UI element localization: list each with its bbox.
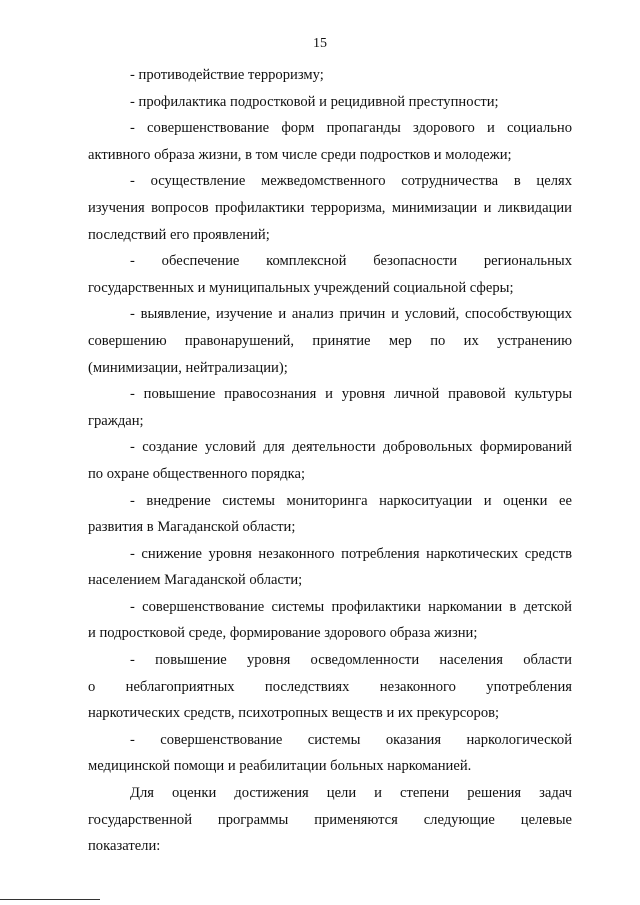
paragraph — [88, 647, 572, 727]
paragraph — [88, 488, 572, 541]
paragraph — [88, 301, 572, 381]
text-line: Для оценки достижения цели и степени решения задач — [130, 785, 572, 802]
text-line: по охране общественного порядка; — [88, 465, 306, 482]
footnote-divider — [0, 899, 100, 900]
paragraph — [88, 168, 572, 248]
text-line: совершению правонарушений, принятие мер по их устранению — [88, 332, 572, 349]
text-line: - внедрение системы мониторинга наркоситуации и оценки ее — [130, 492, 572, 509]
text-line: о неблагоприятных последствиях незаконного употребления — [88, 678, 572, 695]
paragraph — [88, 434, 572, 487]
text-line: граждан; — [88, 412, 144, 429]
text-line: - снижение уровня незаконного потребления наркотических средств — [130, 545, 572, 562]
text-line: - совершенствование форм пропаганды здорового и социально — [130, 120, 572, 137]
text-line: - повышение правосознания и уровня личной правовой культуры — [130, 386, 572, 403]
text-line: изучения вопросов профилактики терроризма, минимизации и ликвидации — [88, 199, 572, 216]
text-line: последствий его проявлений; — [88, 226, 270, 243]
page-number: 15 — [313, 36, 327, 51]
text-line: населением Магаданской области; — [88, 572, 303, 589]
text-line: наркотических средств, психотропных веществ и их прекурсоров; — [88, 705, 500, 722]
paragraph — [88, 780, 572, 860]
text-line: показатели: — [88, 838, 161, 855]
text-line: - совершенствование системы оказания наркологической — [130, 731, 572, 748]
text-line: - профилактика подростковой и рецидивной преступности; — [130, 93, 499, 110]
text-line: - осуществление межведомственного сотрудничества в целях — [130, 173, 572, 190]
paragraph — [88, 248, 572, 301]
text-line: - повышение уровня осведомленности населения области — [130, 652, 572, 669]
text-line: активного образа жизни, в том числе среди подростков и молодежи; — [88, 146, 512, 163]
text-line: - совершенствование системы профилактики наркомании в детской — [130, 598, 572, 615]
document-body — [88, 62, 572, 860]
paragraph — [88, 381, 572, 434]
text-line: - обеспечение комплексной безопасности региональных — [130, 253, 572, 270]
text-line: - создание условий для деятельности добровольных формирований — [130, 439, 572, 456]
text-line: государственных и муниципальных учреждений социальной сферы; — [88, 279, 514, 296]
paragraph — [88, 594, 572, 647]
paragraph — [88, 115, 572, 168]
text-line: (минимизации, нейтрализации); — [88, 359, 288, 376]
paragraph — [88, 727, 572, 780]
paragraph — [88, 541, 572, 594]
paragraph — [88, 62, 572, 89]
text-line: - противодействие терроризму; — [130, 67, 324, 83]
paragraph — [88, 89, 572, 116]
text-line: и подростковой среде, формирование здорового образа жизни; — [88, 625, 478, 642]
text-line: - выявление, изучение и анализ причин и условий, способствующих — [130, 306, 572, 323]
text-line: развития в Магаданской области; — [88, 519, 296, 536]
text-line: государственной программы применяются следующие целевые — [88, 811, 572, 828]
text-line: медицинской помощи и реабилитации больных наркоманией. — [88, 758, 472, 775]
